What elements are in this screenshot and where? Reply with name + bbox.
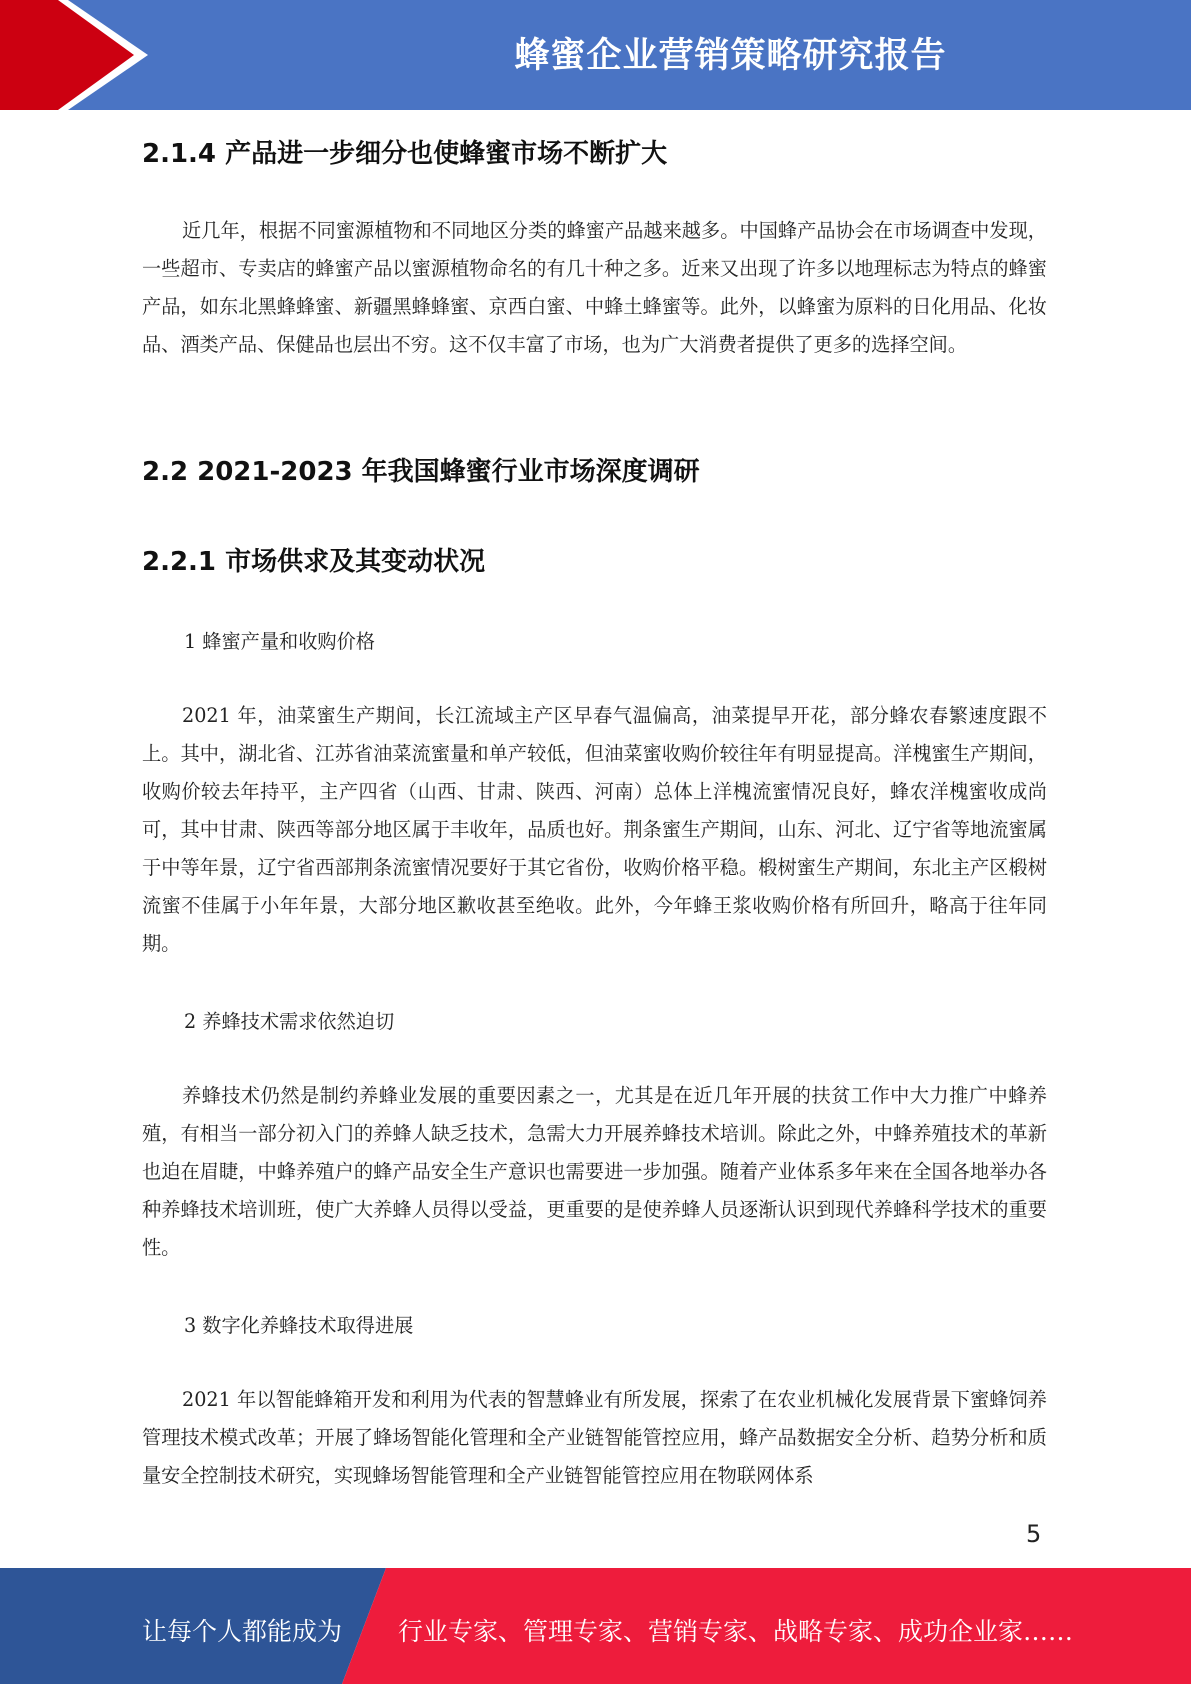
list-item-1: 1 蜂蜜产量和收购价格 (184, 630, 375, 653)
paragraph-item-1: 2021 年，油菜蜜生产期间，长江流域主产区早春气温偏高，油菜提早开花，部分蜂农春繁速度跟不上。其中，湖北省、江苏省油菜流蜜量和单产较低，但油菜蜜收购价较往年有明显提高。洋槐蜜生产期间，收购价较去年持平，主产四省（山西、甘肃、陕西、河南）总体上洋槐流蜜情况良好，蜂农洋槐蜜收成尚可，其中甘肃、陕西等部分地区属于丰收年，品质也好。荆条蜜生产期间，山东、河北、辽宁省等地流蜜属于中等年景，辽宁省西部荆条流蜜情况要好于其它省份，收购价格平稳。椴树蜜生产期间，东北主产区椴树流蜜不佳属于小年年景，大部分地区歉收甚至绝收。此外，今年蜂王浆收购价格有所回升，略高于往年同期。 (142, 704, 1047, 955)
heading-2-2: 2.2 2021-2023 年我国蜂蜜行业市场深度调研 (142, 457, 700, 487)
paragraph-2-1-4: 近几年，根据不同蜜源植物和不同地区分类的蜂蜜产品越来越多。中国蜂产品协会在市场调查中发现，一些超市、专卖店的蜂蜜产品以蜜源植物命名的有几十种之多。近来又出现了许多以地理标志为特点的蜂蜜产品，如东北黑蜂蜂蜜、新疆黑蜂蜂蜜、京西白蜜、中蜂土蜂蜜等。此外，以蜂蜜为原料的日化用品、化妆品、酒类产品、保健品也层出不穷。这不仅丰富了市场，也为广大消费者提供了更多的选择空间。 (142, 219, 1047, 356)
list-item-2: 2 养蜂技术需求依然迫切 (184, 1010, 395, 1033)
paragraph-item-3: 2021 年以智能蜂箱开发和利用为代表的智慧蜂业有所发展，探索了在农业机械化发展背景下蜜蜂饲养管理技术模式改革；开展了蜂场智能化管理和全产业链智能管控应用，蜂产品数据安全分析、趋势分析和质量安全控制技术研究，实现蜂场智能管理和全产业链智能管控应用在物联网体系 (142, 1388, 1047, 1487)
paragraph-item-2: 养蜂技术仍然是制约养蜂业发展的重要因素之一，尤其是在近几年开展的扶贫工作中大力推广中蜂养殖，有相当一部分初入门的养蜂人缺乏技术，急需大力开展养蜂技术培训。除此之外，中蜂养殖技术的革新也迫在眉睫，中蜂养殖户的蜂产品安全生产意识也需要进一步加强。随着产业体系多年来在全国各地举办各种养蜂技术培训班，使广大养蜂人员得以受益，更重要的是使养蜂人员逐渐认识到现代养蜂科学技术的重要性。 (142, 1084, 1047, 1259)
page-footer (0, 1568, 1191, 1684)
list-item-3: 3 数字化养蜂技术取得进展 (184, 1314, 414, 1337)
report-title: 蜂蜜企业营销策略研究报告 (514, 36, 947, 76)
heading-2-1-4: 2.1.4 产品进一步细分也使蜂蜜市场不断扩大 (142, 139, 668, 169)
page-header (0, 0, 1191, 110)
page-number: 5 (1026, 1520, 1042, 1548)
footer-slogan-left: 让每个人都能成为 (142, 1617, 343, 1646)
footer-slogan-right: 行业专家、管理专家、营销专家、战略专家、成功企业家…… (398, 1617, 1074, 1646)
heading-2-2-1: 2.2.1 市场供求及其变动状况 (142, 547, 486, 577)
